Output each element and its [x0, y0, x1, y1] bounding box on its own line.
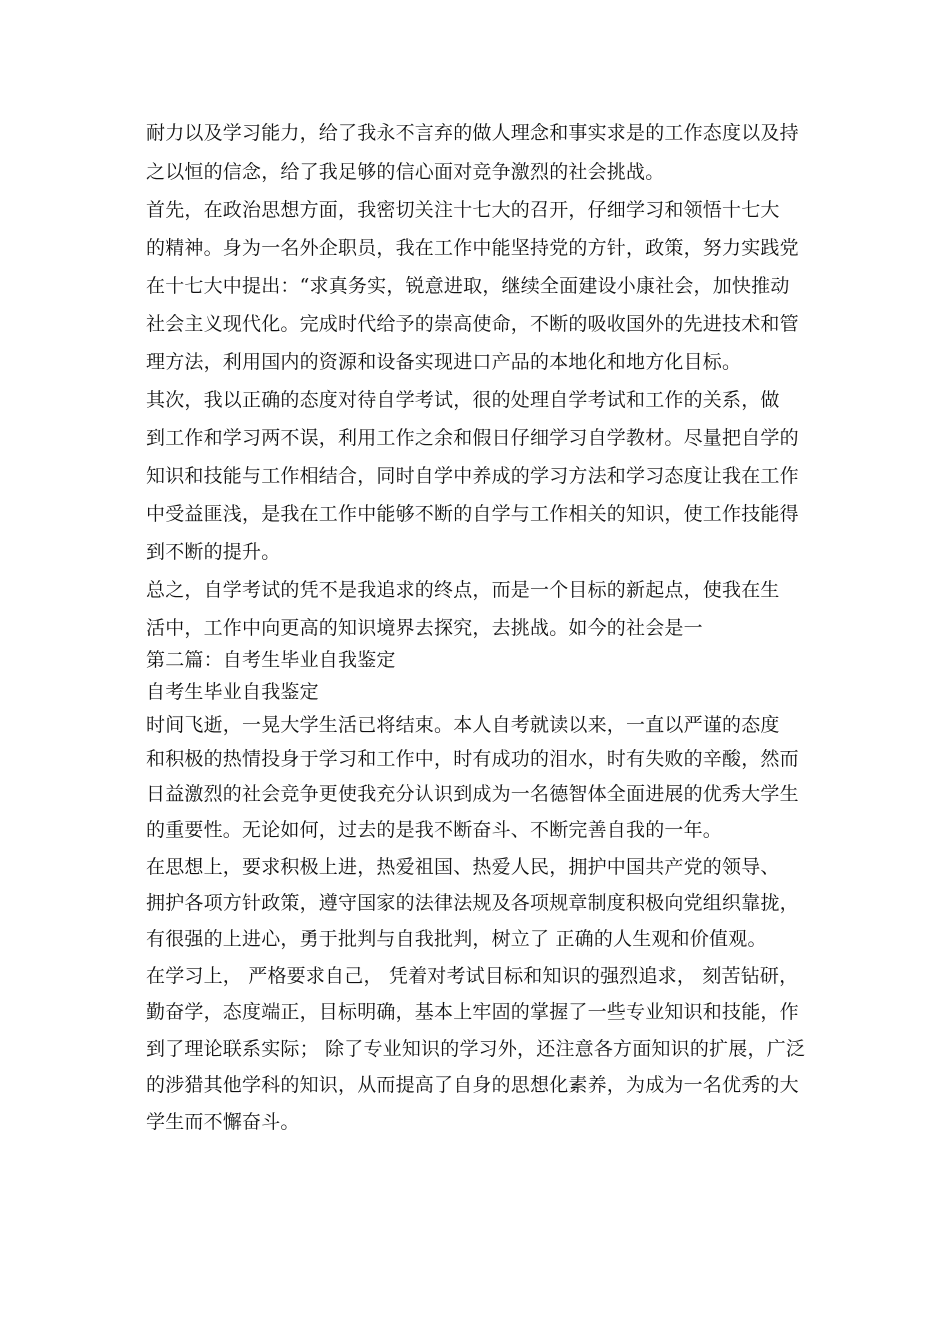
- text-line: 的精神。身为一名外企职员，我在工作中能坚持党的方针，政策，努力实践党: [146, 237, 799, 259]
- text-line: 和积极的热情投身于学习和工作中，时有成功的泪水，时有失败的辛酸，然而: [146, 748, 799, 770]
- text-line: 的涉猎其他学科的知识，从而提高了自身的思想化素养，为成为一名优秀的大: [146, 1074, 799, 1096]
- text-line: 知识和技能与工作相结合，同时自学中养成的学习方法和学习态度让我在工作: [146, 465, 799, 487]
- text-line: 在学习上， 严格要求自己， 凭着对考试目标和知识的强烈追求， 刻苦钻研，: [146, 965, 799, 987]
- text-line: 日益激烈的社会竞争更使我充分认识到成为一名德智体全面进展的优秀大学生: [146, 783, 799, 805]
- text-line: 在思想上，要求积极上进，热爱祖国、热爱人民，拥护中国共产党的领导、: [146, 856, 780, 878]
- text-line: 社会主义现代化。完成时代给予的崇高使命，不断的吸收国外的先进技术和管: [146, 313, 799, 335]
- section-subheading: 自考生毕业自我鉴定: [146, 681, 319, 703]
- text-line: 时间飞逝，一晃大学生活已将结束。本人自考就读以来，一直以严谨的态度: [146, 714, 780, 736]
- text-line: 学生而不懈奋斗。: [146, 1111, 300, 1133]
- text-line: 耐力以及学习能力，给了我永不言弃的做人理念和事实求是的工作态度以及持: [146, 122, 799, 144]
- text-line: 勤奋学，态度端正，目标明确，基本上牢固的掌握了一些专业知识和技能，作: [146, 1001, 799, 1023]
- text-line: 到不断的提升。: [146, 541, 281, 563]
- text-line: 首先，在政治思想方面，我密切关注十七大的召开，仔细学习和领悟十七大: [146, 199, 780, 221]
- text-line: 的重要性。无论如何，过去的是我不断奋斗、不断完善自我的一年。: [146, 819, 723, 841]
- text-line: 拥护各项方针政策，遵守国家的法律法规及各项规章制度积极向党组织靠拢，: [146, 892, 799, 914]
- text-line: 之以恒的信念，给了我足够的信心面对竞争激烈的社会挑战。: [146, 161, 665, 183]
- text-line: 活中，工作中向更高的知识境界去探究，去挑战。如今的社会是一: [146, 617, 703, 639]
- text-line: 有很强的上进心，勇于批判与自我批判，树立了 正确的人生观和价值观。: [146, 928, 767, 950]
- text-line: 其次，我以正确的态度对待自学考试，很的处理自学考试和工作的关系，做: [146, 389, 780, 411]
- text-line: 到了理论联系实际； 除了专业知识的学习外，还注意各方面知识的扩展，广泛: [146, 1038, 806, 1060]
- text-line: 总之，自学考试的凭不是我追求的终点，而是一个目标的新起点，使我在生: [146, 579, 780, 601]
- text-line: 中受益匪浅，是我在工作中能够不断的自学与工作相关的知识，使工作技能得: [146, 503, 799, 525]
- text-line: 到工作和学习两不误，利用工作之余和假日仔细学习自学教材。尽量把自学的: [146, 427, 799, 449]
- section-heading: 第二篇：自考生毕业自我鉴定: [146, 649, 396, 671]
- text-line: 理方法，利用国内的资源和设备实现进口产品的本地化和地方化目标。: [146, 351, 742, 373]
- text-line: 在十七大中提出：“求真务实，锐意进取，继续全面建设小康社会，加快推动: [146, 275, 790, 297]
